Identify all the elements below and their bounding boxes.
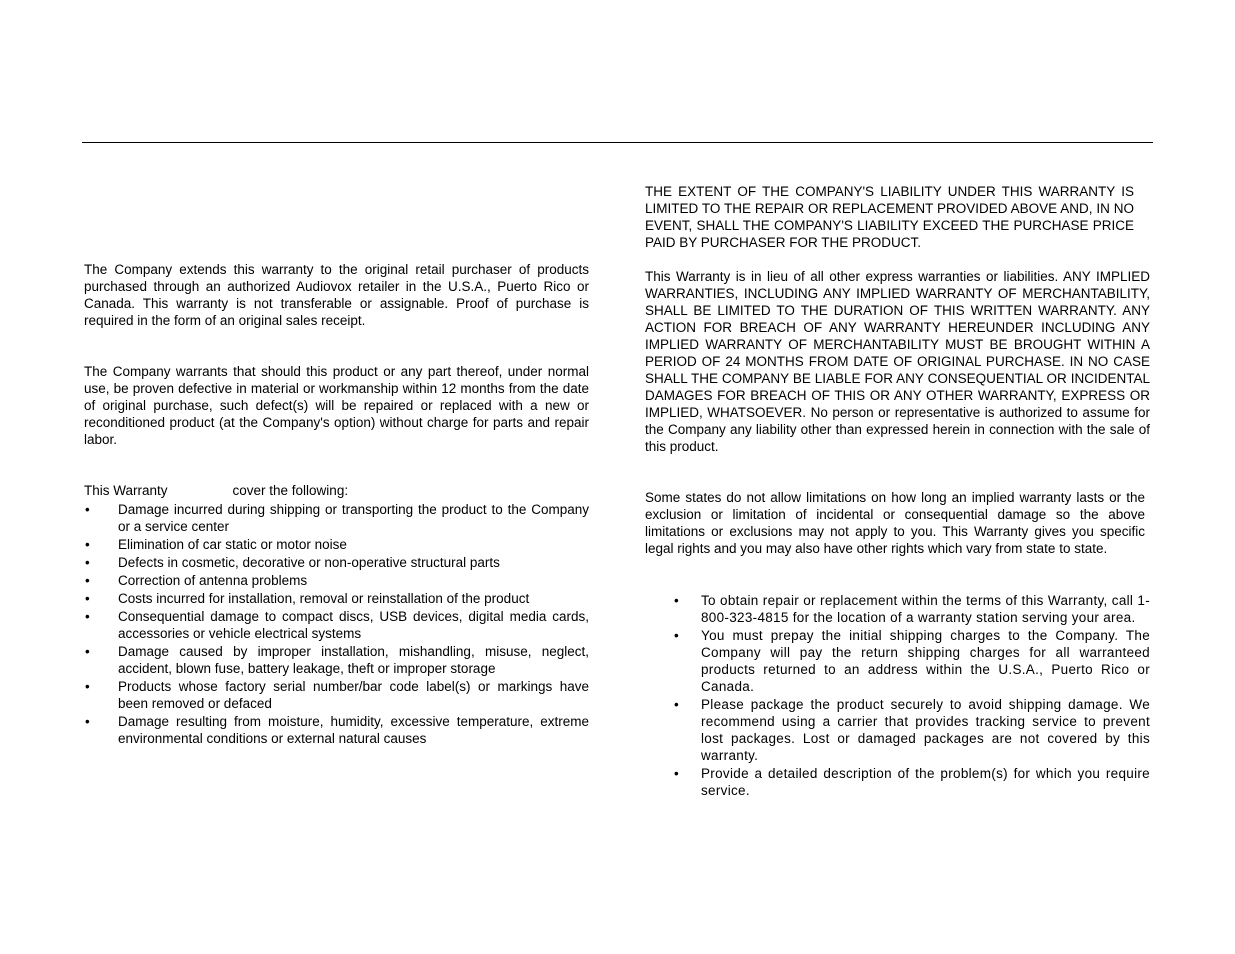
- list-item: • Costs incurred for installation, removal or reinstallation of the product: [84, 590, 589, 607]
- list-item: • Provide a detailed description of the problem(s) for which you require service.: [645, 765, 1150, 799]
- header-rule: [82, 142, 1153, 143]
- list-item: • Damage caused by improper installation, mishandling, misuse, neglect, accident, blown fuse, battery leakage, theft or improper storage: [84, 643, 589, 677]
- warrants-text: The Company warrants that should this product or any part thereof, under normal use, be proven defective in material or workmanship within 12 months from the date of original purchase, such defect(s) will be repaired or replaced with a new or reconditioned product (at the Company's option) without charge for parts and repair labor.: [84, 364, 589, 447]
- list-item: • Products whose factory serial number/bar code label(s) or markings have been removed or defaced: [84, 678, 589, 712]
- exclusions-intro-end: cover the following:: [232, 483, 349, 498]
- service-steps-section: [645, 592, 1150, 800]
- list-item: • Elimination of car static or motor noise: [84, 536, 589, 553]
- liability-text: THE EXTENT OF THE COMPANY'S LIABILITY UNDER THIS WARRANTY IS LIMITED TO THE REPAIR OR REPLACEMENT PROVIDED ABOVE AND, IN NO EVENT, SHALL THE COMPANY'S LIABILITY EXCEED THE PURCHASE PRICE PAID BY PURCHASER FOR THE PRODUCT.: [645, 184, 1134, 250]
- lieu-paragraph: [645, 268, 1150, 455]
- liability-paragraph: [645, 183, 1134, 251]
- list-item: • To obtain repair or replacement within the terms of this Warranty, call 1-800-323-4815 for the location of a warranty station serving your area.: [645, 592, 1150, 626]
- list-item: • Consequential damage to compact discs, USB devices, digital media cards, accessories or vehicle electrical systems: [84, 608, 589, 642]
- states-text: Some states do not allow limitations on how long an implied warranty lasts or the exclusion or limitation of incidental or consequential damage so the above limitations or exclusions may not apply to you. This Warranty gives you specific legal rights and you may also have other rights which vary from state to state.: [645, 490, 1145, 556]
- service-steps-list: [645, 592, 1150, 799]
- list-item: • Defects in cosmetic, decorative or non-operative structural parts: [84, 554, 589, 571]
- exclusions-intro-start: This Warranty: [84, 483, 168, 498]
- list-item: • Please package the product securely to avoid shipping damage. We recommend using a carrier that provides tracking service to prevent lost packages. Lost or damaged packages are not covered by this warranty.: [645, 696, 1150, 764]
- extends-text: The Company extends this warranty to the original retail purchaser of products purchased through an authorized Audiovox retailer in the U.S.A., Puerto Rico or Canada. This warranty is not transferable or assignable. Proof of purchase is required in the form of an original sales receipt.: [84, 262, 589, 328]
- list-item: • Correction of antenna problems: [84, 572, 589, 589]
- list-item: • Damage incurred during shipping or transporting the product to the Company or a service center: [84, 501, 589, 535]
- exclusions-list: [84, 501, 589, 747]
- exclusions-intro: [84, 482, 589, 499]
- lieu-text: This Warranty is in lieu of all other express warranties or liabilities. ANY IMPLIED WARRANTIES, INCLUDING ANY IMPLIED WARRANTY OF MERCHANTABILITY, SHALL BE LIMITED TO THE DURATION OF THIS WRITTEN WARRANTY. ANY ACTION FOR BREACH OF ANY WARRANTY HEREUNDER INCLUDING ANY IMPLIED WARRANTY OF MERCHANTABILITY MUST BE BROUGHT WITHIN A PERIOD OF 24 MONTHS FROM DATE OF ORIGINAL PURCHASE. IN NO CASE SHALL THE COMPANY BE LIABLE FOR ANY CONSEQUENTIAL OR INCIDENTAL DAMAGES FOR BREACH OF THIS OR ANY OTHER WARRANTY, EXPRESS OR IMPLIED, WHATSOEVER. No person or representative is authorized to assume for the Company any liability other than expressed herein in connection with the sale of this product.: [645, 269, 1150, 454]
- warranty-extension-paragraph: [84, 261, 589, 329]
- warranty-coverage-paragraph: [84, 363, 589, 448]
- list-item: • You must prepay the initial shipping charges to the Company. The Company will pay the return shipping charges for all warranteed products returned to an address within the U.S.A., Puerto Rico or Canada.: [645, 627, 1150, 695]
- exclusions-section: [84, 482, 589, 748]
- list-item: • Damage resulting from moisture, humidity, excessive temperature, extreme environmental conditions or external natural causes: [84, 713, 589, 747]
- state-rights-paragraph: [645, 489, 1145, 557]
